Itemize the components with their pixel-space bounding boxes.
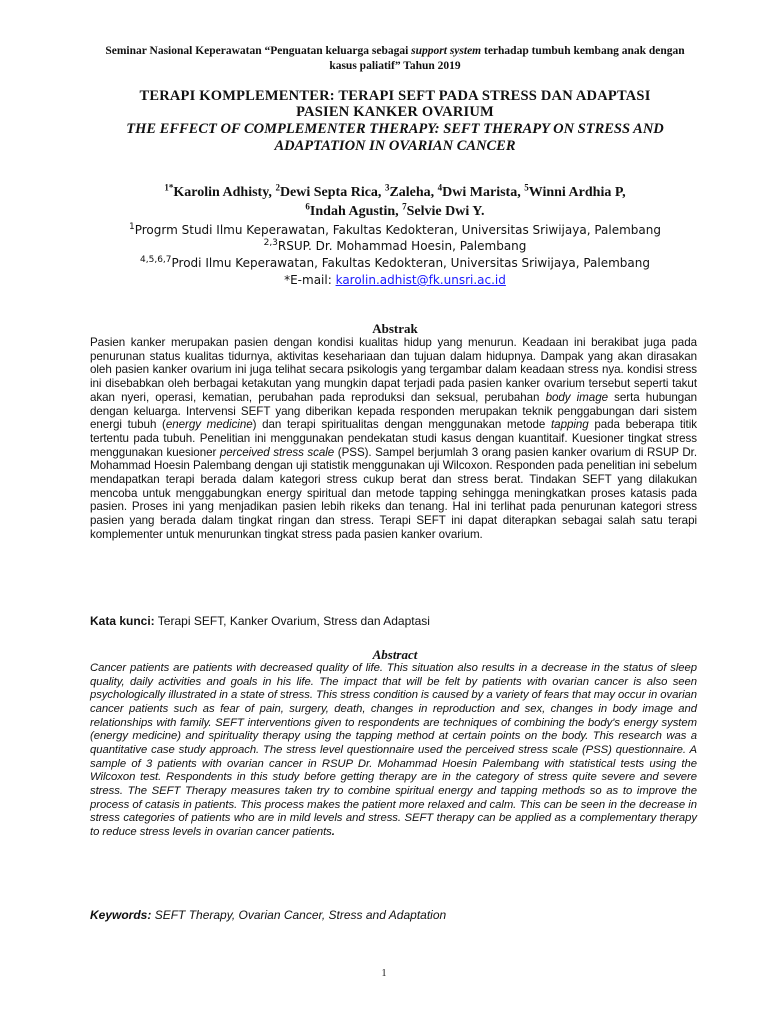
email-link[interactable]: karolin.adhist@fk.unsri.ac.id (335, 273, 506, 287)
title-en-line-2: ADAPTATION IN OVARIAN CANCER (274, 137, 516, 154)
affiliation-1 (80, 222, 710, 238)
abstrak-text: pada beberapa titik tertentu pada tubuh. Penelitian ini menggunakan pendekatan studi kasus dengan kuantitaif. Kuesioner tingkat stress menggunakan kuesioner (90, 418, 697, 459)
affiliation-3 (80, 255, 710, 271)
kata-kunci-label: Kata kunci: (90, 614, 155, 628)
author-sup: 5 (524, 182, 529, 193)
author-name: Dwi Marista, (442, 185, 525, 200)
abstract-end: . (331, 825, 335, 838)
author-sup: 3 (384, 182, 390, 193)
abstrak-heading: Abstrak (372, 321, 418, 336)
title-en-line-1: THE EFFECT OF COMPLEMENTER THERAPY: SEFT THERAPY ON STRESS AND (126, 121, 664, 137)
abstrak-italic: tapping (551, 418, 589, 432)
author-sup: 6 (305, 201, 310, 212)
abstrak-italic: body image (545, 390, 608, 404)
affiliation-text: Prodi Ilmu Keperawatan, Fakultas Kedokteran, Universitas Sriwijaya, Palembang (171, 256, 650, 270)
author-name: Karolin Adhisty, (173, 185, 276, 200)
abstract-text: Cancer patients are patients with decreased quality of life. This situation also results in a decrease in the status of sleep quality, daily activities and goals in his life. The impact that will be felt by patients with ovarian cancer is also seen psychologically illustrated in a state of stress. This stress condition is caused by a variety of fears that may occur in ovarian cancer patients such as fear of pain, surgery, death, changes in reproduction and sex, changes in body image and relationships with family. SEFT interventions given to respondents are techniques of combining the body's energy system (energy medicine) and spirituality therapy using the tapping method at certain points on the body. This research was a quantitative case study approach. The stress level questionnaire used the perceived stress scale (PSS) questionnaire. A sample of 3 patients with ovarian cancer in RSUP Dr. Mohammad Hoesin Palembang with statistical tests using the Wilcoxon test. Respondents in this study before getting therapy are in the category of stress quite severe and severe stress. The SEFT Therapy measures taken try to combine spiritual energy and tapping methods so as to improve the process of catasis in patients. This process makes the patient more relaxed and calm. This can be seen in the decrease in stress categories of patients who are in mild levels and stress. SEFT therapy can be applied as a complementary therapy to reduce stress levels in ovarian cancer patients (90, 662, 697, 838)
author-sup: 1* (164, 182, 174, 193)
abstrak-text: ) dan terapi spiritualitas dengan menggunakan metode (252, 418, 551, 432)
abstract-heading: Abstract (372, 647, 418, 662)
keywords-label: Keywords: (90, 908, 152, 922)
affiliation-sup: 4,5,6,7 (140, 255, 172, 265)
abstrak-body (90, 336, 697, 542)
paper-title-indonesian (90, 88, 700, 120)
author-sup: 4 (437, 182, 443, 193)
keywords-line (90, 908, 697, 922)
seminar-header-text-a: Seminar Nasional Keperawatan “Penguatan keluarga sebagai (105, 45, 409, 57)
seminar-header-text-b: terhadap tumbuh kembang anak dengan kasus paliatif” Tahun 2019 (329, 45, 685, 72)
author-sup: 2 (275, 182, 280, 193)
abstrak-italic: perceived stress scale (219, 445, 335, 459)
email-label: *E-mail: (284, 273, 336, 287)
author-name: Selvie Dwi Y. (406, 204, 485, 219)
kata-kunci-text: Terapi SEFT, Kanker Ovarium, Stress dan Adaptasi (154, 614, 430, 628)
abstrak-text: (PSS). Sampel berjumlah 3 orang pasien kanker ovarium di RSUP Dr. Mohammad Hoesin Palembang dengan uji statistik menggunakan uji Wilcoxon. Responden pada penelitian ini sebelum mendapatkan terapi berada dalam kategori stress cukup berat dan stress berat. Tindakan SEFT yang dilakukan mencoba untuk menggabungkan energy spiritual dan metode tapping sehingga meningkatkan proses katasis pada pasien. Proses ini yang menjadikan pasien lebih rikeks dan tenang. Hal ini terlihat pada penurunan kategori stress pasien yang berada dalam tingkat ringan dan stress. Terapi SEFT ini dapat diterapkan sebagai salah satu terapi komplementer untuk menurunkan tingkat stress pada pasien kanker ovarium. (90, 445, 697, 541)
affiliation-text: Progrm Studi Ilmu Keperawatan, Fakultas Kedokteran, Universitas Sriwijaya, Palembang (134, 223, 661, 237)
author-line-2 (90, 202, 700, 221)
keywords-text: SEFT Therapy, Ovarian Cancer, Stress and Adaptation (151, 908, 447, 922)
author-list (90, 183, 700, 221)
author-name: Zaleha, (389, 185, 438, 200)
affiliation-sup: 1 (129, 222, 135, 232)
paper-title-english (90, 121, 700, 154)
page-number: 1 (381, 968, 387, 979)
author-sup: 7 (402, 201, 407, 212)
title-id-line-2: PASIEN KANKER OVARIUM (296, 104, 494, 120)
seminar-header (100, 44, 690, 74)
author-name: Winni Ardhia P, (528, 185, 626, 200)
seminar-header-italic: support system (411, 45, 482, 57)
author-name: Dewi Septa Rica, (279, 185, 385, 200)
abstrak-italic: energy medicine (165, 418, 253, 432)
affiliation-text: RSUP. Dr. Mohammad Hoesin, Palembang (277, 239, 527, 253)
author-name: Indah Agustin, (309, 204, 403, 219)
title-id-line-1: TERAPI KOMPLEMENTER: TERAPI SEFT PADA STRESS DAN ADAPTASI (139, 88, 651, 104)
author-line-1 (90, 183, 700, 202)
kata-kunci-line (90, 614, 697, 628)
abstract-body (90, 662, 697, 840)
affiliation-2 (80, 238, 710, 254)
abstrak-text: serta hubungan dengan keluarga. Intervensi SEFT yang diberikan kepada responden merupakan teknik penggabungan dari sistem energi tubuh ( (90, 390, 697, 432)
abstrak-text: Pasien kanker merupakan pasien dengan kondisi kualitas hidup yang menurun. Keadaan ini berakibat juga pada penurunan status kualitas tidurnya, aktivitas kesehariaan dan tujuan dalam hidupnya. Dampak yang akan dirasakan oleh pasien kanker ovarium ini juga telihat secara psikologis yang tergambar dalam keadaan stress nya. kondisi stress ini disebabkan oleh berbagai ketakutan yang mungkin dapat terjadi pada pasien kanker ovarium tersebut seperti takut akan nyeri, operasi, kematian, perubahan pada reproduksi dan seksual, perubahan (90, 336, 697, 404)
email-line (80, 272, 710, 288)
affiliation-sup: 2,3 (263, 238, 278, 248)
